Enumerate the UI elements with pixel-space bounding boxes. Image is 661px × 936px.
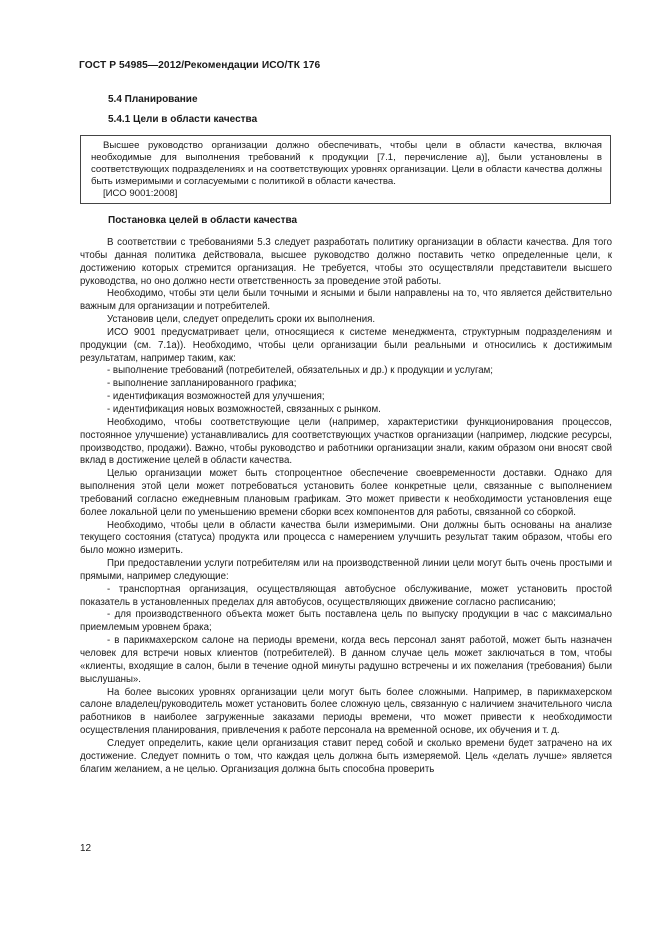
subsection-title: Постановка целей в области качества [108,215,298,226]
paragraph: В соответствии с требованиями 5.3 следует разработать политику организации в области качества. Для того чтобы данная политика действовала, высшее руководство должно поставить четко определенные цели, к достижению которых стремится организация. Не требуется, чтобы это осуществляли представители высшего руководства, но оно должно нести ответственность за проведение этой работы. [80,237,612,287]
list-item: - выполнение требований (потребителей, обязательных и др.) к продукции и услугам; [107,365,493,377]
paragraph: Необходимо, чтобы эти цели были точными и ясными и были направлены на то, что является действительно важным для организации и потребителей. [80,288,612,313]
paragraph: Установив цели, следует определить сроки их выполнения. [107,314,376,326]
list-item: - идентификация возможностей для улучшения; [107,391,325,403]
paragraph: Целью организации может быть стопроцентное обеспечение своевременности доставки. Однако для выполнения этой цели может потребоваться установить более конкретные цели, связанные с выполнением требований согласно ежедневным плановым графикам. Это может привести к необходимости установления еще более локальной цели по уменьшению времени сборки всех компонентов для работы, связанной со сборкой. [80,468,612,518]
paragraph: На более высоких уровнях организации цели могут быть более сложными. Например, в парикмахерском салоне владелец/руководитель может установить более сложную цель, связанную с наличием значительного числа работников в наиболее загруженные заказами периоды времени, что может привести к необходимости осуществления планирования, привлечения к работе персонала на временной основе, их обучения и т. д. [80,686,612,737]
quote-text: Высшее руководство организации должно обеспечивать, чтобы цели в области качества, включая необходимые для выполнения требований к продукции [7.1, перечисление а)], были установлены в соответствующих подразделениях и на соответствующих уровнях организации. Цели в области качества должны быть измеримыми и согласуемыми с политикой в области качества. [91,140,602,188]
body-text [80,237,612,776]
paragraph: Необходимо, чтобы соответствующие цели (например, характеристики функционирования процессов, постоянное улучшение) устанавливались для соответствующих участков организации (например, людские ресурсы, производство, продажи). Важно, чтобы руководство и работники организации знали, каким образом они вносят свой вклад в достижение целей в области качества. [80,416,612,467]
paragraph: Необходимо, чтобы цели в области качества были измеримыми. Они должны быть основаны на анализе текущего состояния (статуса) продукта или процесса с намерением улучшить результат таким образом, чтобы его было можно измерить. [80,519,612,557]
paragraph: Следует определить, какие цели организация ставит перед собой и сколько времени будет затрачено на их достижение. Следует помнить о том, что каждая цель должна быть измеряемой. Цель «делать лучше» является благим желанием, а не целью. Организация должна быть способна проверить [80,737,612,775]
paragraph: При предоставлении услуги потребителям или на производственной линии цели могут быть очень простыми и прямыми, например следующие: [80,558,612,582]
section-heading: 5.4 Планирование [108,94,198,105]
list-item: - транспортная организация, осуществляющая автобусное обслуживание, может установить простой показатель в установленных пределах для автобусов, осуществляющих движение согласно расписанию; [80,583,612,608]
list-item: - в парикмахерском салоне на периоды времени, когда весь персонал занят работой, может быть назначен человек для встречи новых клиентов (потребителей). В данном случае цель может заключаться в том, чтобы «клиенты, входящие в салон, были в течение одной минуты радушно встречены и их пожелания (требования) были выслушаны». [80,635,612,685]
page-number: 12 [80,843,92,854]
list-item: - выполнение запланированного графика; [107,378,297,390]
quote-reference: [ИСО 9001:2008] [103,188,178,200]
list-item: - идентификация новых возможностей, связанных с рынком. [107,403,381,415]
paragraph: ИСО 9001 предусматривает цели, относящиеся к системе менеджмента, структурным подразделениям и продукции (см. 7.1а)). Необходимо, чтобы цели организации были реальными и относились к достижимым результатам, например таким, как: [80,326,612,364]
standard-quote-box [80,135,611,204]
subsection-heading: 5.4.1 Цели в области качества [108,114,258,125]
list-item: - для производственного объекта может быть поставлена цель по выпуску продукции в час с максимально приемлемым уровнем брака; [80,609,612,634]
running-header: ГОСТ Р 54985—2012/Рекомендации ИСО/ТК 176 [79,60,321,71]
